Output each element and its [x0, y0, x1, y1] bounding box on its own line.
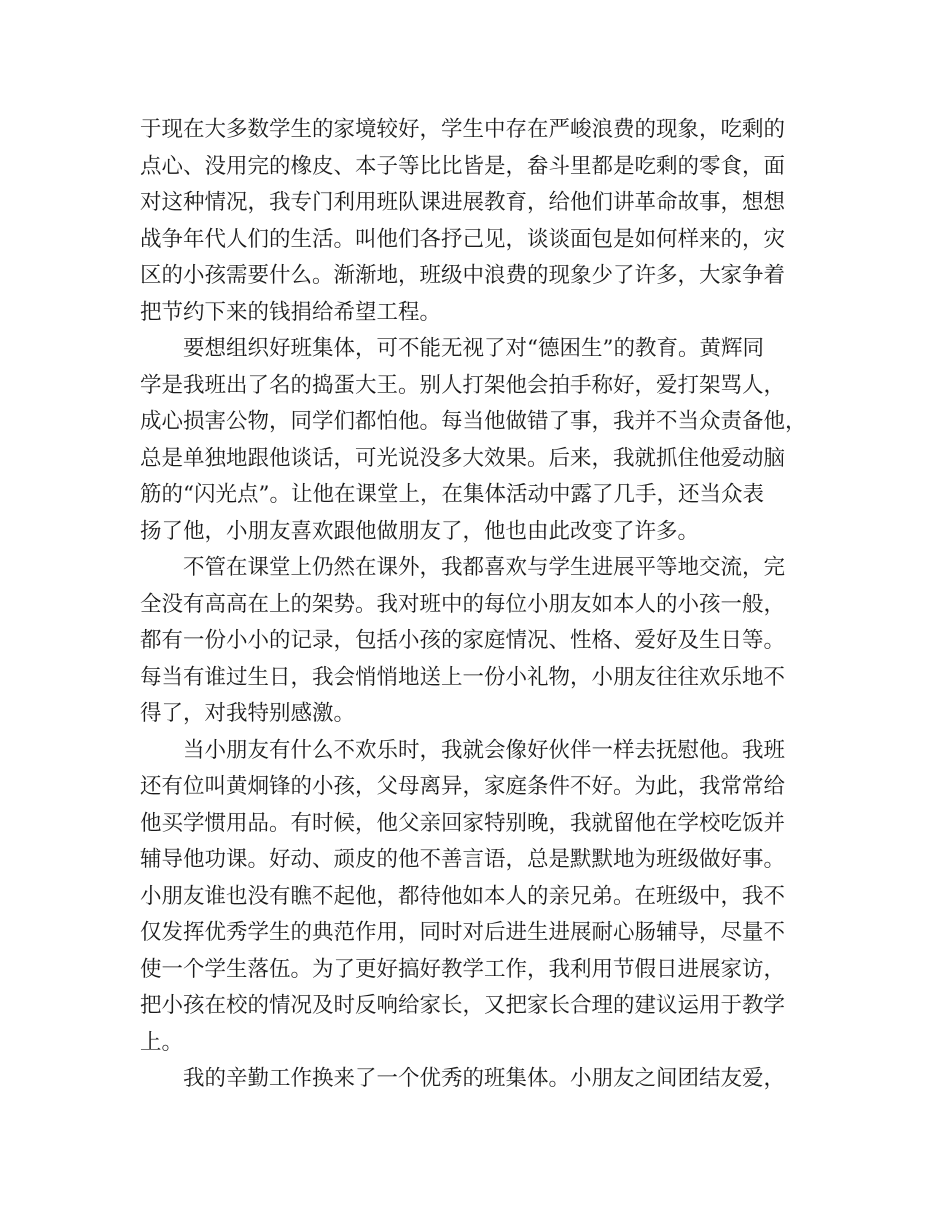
- text-line: 全没有高高在上的架势。我对班中的每位小朋友如本人的小孩一般，: [140, 591, 786, 617]
- text-line: 把节约下来的钱捐给希望工程。: [140, 299, 442, 325]
- text-line: 当小朋友有什么不欢乐时，我就会像好伙伴一样去抚慰他。我班: [183, 737, 786, 763]
- text-line: 得了，对我特别感激。: [140, 701, 356, 726]
- text-line: 点心、没用完的橡皮、本子等比比皆是，畚斗里都是吃剩的零食，面: [140, 153, 786, 179]
- paragraph-5: [140, 1061, 830, 1098]
- text-line: 小朋友谁也没有瞧不起他，都待他如本人的亲兄弟。在班级中，我不: [140, 883, 786, 909]
- text-line: 要想组织好班集体，可不能无视了对“德困生”的教育。黄辉同: [183, 336, 764, 361]
- text-line: 使一个学生落伍。为了更好搞好教学工作，我利用节假日进展家访，: [140, 956, 786, 982]
- text-line: 战争年代人们的生活。叫他们各抒己见，谈谈面包是如何样来的，灾: [140, 226, 786, 252]
- text-line: 区的小孩需要什么。渐渐地，班级中浪费的现象少了许多，大家争着: [140, 263, 786, 288]
- text-line: 还有位叫黄炯锋的小孩，父母离异，家庭条件不好。为此，我常常给: [140, 774, 786, 799]
- text-line: 学是我班出了名的捣蛋大王。别人打架他会拍手称好，爱打架骂人，: [140, 372, 786, 398]
- text-line: 都有一份小小的记录，包括小孩的家庭情况、性格、爱好及生日等。: [140, 628, 786, 653]
- text-line: 他买学惯用品。有时候，他父亲回家特别晚，我就留他在学校吃饭并: [140, 810, 786, 836]
- text-line: 每当有谁过生日，我会悄悄地送上一份小礼物，小朋友往往欢乐地不: [140, 664, 786, 690]
- text-line: 于现在大多数学生的家境较好，学生中存在严峻浪费的现象，吃剩的: [140, 117, 786, 142]
- paragraph-1: [140, 112, 830, 331]
- text-line: 仅发挥优秀学生的典范作用，同时对后进生进展耐心肠辅导，尽量不: [140, 920, 786, 945]
- text-line: 筋的“闪光点”。让他在课堂上，在集体活动中露了几手，还当众表: [140, 482, 764, 507]
- text-line: 我的辛勤工作换来了一个优秀的班集体。小朋友之间团结友爱，: [183, 1066, 786, 1091]
- text-line: 辅导他功课。好动、顽皮的他不善言语，总是默默地为班级做好事。: [140, 847, 786, 872]
- paragraph-3: [140, 550, 830, 733]
- text-line: 不管在课堂上仍然在课外，我都喜欢与学生进展平等地交流，完: [183, 555, 786, 580]
- text-line: 对这种情况，我专门利用班队课进展教育，给他们讲革命故事，想想: [140, 190, 786, 215]
- document-body: [140, 112, 830, 1098]
- paragraph-2: [140, 331, 830, 550]
- paragraph-4: [140, 733, 830, 1062]
- text-line: 上。: [140, 1029, 184, 1055]
- text-line: 总是单独地跟他谈话，可光说没多大效果。后来，我就抓住他爱动脑: [140, 445, 786, 471]
- text-line: 扬了他，小朋友喜欢跟他做朋友了，他也由此改变了许多。: [140, 518, 700, 544]
- text-line: 把小孩在校的情况及时反响给家长，又把家长合理的建议运用于教学: [140, 993, 786, 1018]
- text-line: 成心损害公物，同学们都怕他。每当他做错了事，我并不当众责备他，: [140, 409, 807, 434]
